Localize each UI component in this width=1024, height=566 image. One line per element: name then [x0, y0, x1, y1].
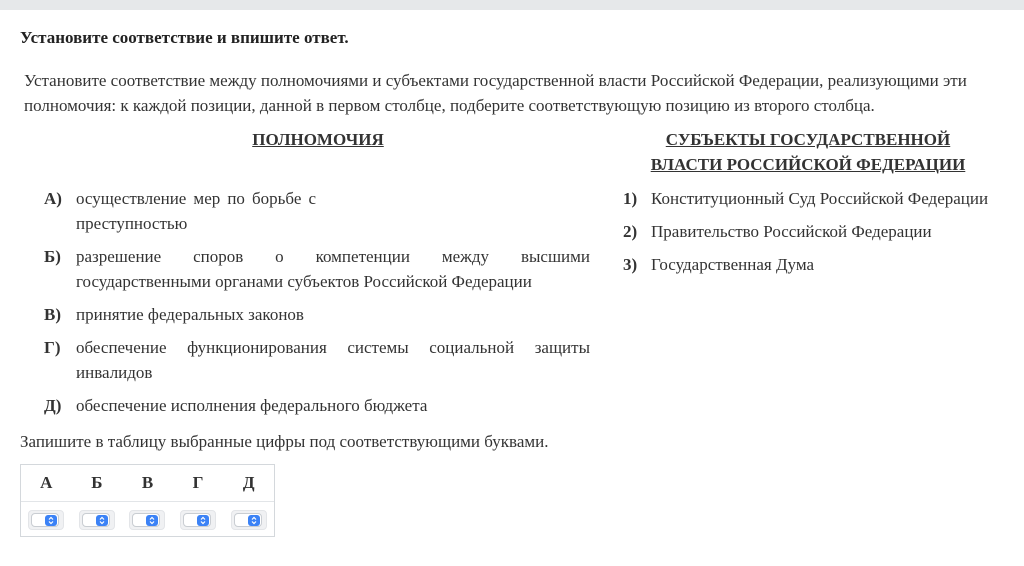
select-stepper-icon [45, 515, 57, 526]
select-value [183, 513, 211, 527]
answer-header-d: Д [223, 465, 274, 502]
item-text: разрешение споров о компетенции между высшими государственными органами субъектов Российской Федерации [76, 247, 590, 291]
answer-header-g: Г [173, 465, 224, 502]
select-value [31, 513, 59, 527]
answer-cell-a [21, 502, 72, 538]
answer-select-b[interactable] [79, 510, 115, 530]
item-text: осуществление мер по борьбе с преступностью [76, 189, 316, 233]
power-item-b [44, 244, 590, 294]
top-bar [0, 0, 1024, 10]
select-stepper-icon [96, 515, 108, 526]
answer-select-v[interactable] [129, 510, 165, 530]
item-text: Государственная Дума [651, 255, 815, 274]
select-value [234, 513, 262, 527]
select-stepper-icon [146, 515, 158, 526]
subjects-list [623, 186, 989, 285]
answer-instruction: Запишите в таблицу выбранные цифры под соответствующими буквами. [20, 432, 549, 451]
subject-item-2 [623, 219, 989, 244]
powers-list [44, 186, 590, 426]
right-column-heading-line2: ВЛАСТИ РОССИЙСКОЙ ФЕДЕРАЦИИ [650, 155, 966, 174]
item-letter: Г) [44, 338, 61, 357]
select-value [132, 513, 160, 527]
item-text: принятие федеральных законов [76, 305, 304, 324]
task-description: Установите соответствие между полномочиями и субъектами государственной власти Российской Федерации, реализующими эти полномочия: к каждой позиции, данной в первом столбце, подберите соответствующую позицию из второго столбца. [24, 71, 967, 115]
item-letter: Д) [44, 396, 62, 415]
left-column-heading: ПОЛНОМОЧИЯ [252, 130, 384, 149]
answer-cell-v [122, 502, 173, 538]
select-stepper-icon [197, 515, 209, 526]
right-column-heading-line1: СУБЪЕКТЫ ГОСУДАРСТВЕННОЙ [665, 130, 951, 149]
item-letter: В) [44, 305, 61, 324]
answer-select-g[interactable] [180, 510, 216, 530]
item-letter: Б) [44, 247, 61, 266]
answer-header-b: Б [72, 465, 123, 502]
right-column-heading [618, 127, 998, 177]
answer-cell-b [72, 502, 123, 538]
answer-cell-d [223, 502, 274, 538]
item-text: обеспечение исполнения федерального бюджета [76, 396, 428, 415]
answer-select-d[interactable] [231, 510, 267, 530]
power-item-d [44, 393, 590, 418]
subject-item-1 [623, 186, 989, 211]
task-header: Установите соответствие и впишите ответ. [20, 28, 349, 47]
answer-header-v: В [122, 465, 173, 502]
power-item-a [44, 186, 590, 236]
select-value [82, 513, 110, 527]
power-item-v [44, 302, 590, 327]
answer-table [20, 464, 275, 537]
select-stepper-icon [248, 515, 260, 526]
item-text: Конституционный Суд Российской Федерации [651, 189, 989, 208]
power-item-g [44, 335, 590, 385]
item-number: 3) [623, 255, 638, 274]
item-text: Правительство Российской Федерации [651, 222, 932, 241]
item-number: 2) [623, 222, 638, 241]
answer-cell-g [173, 502, 224, 538]
item-text: обеспечение функционирования системы социальной защиты инвалидов [76, 338, 590, 382]
answer-select-a[interactable] [28, 510, 64, 530]
answer-header-a: А [21, 465, 72, 502]
item-letter: А) [44, 189, 62, 208]
item-number: 1) [623, 189, 638, 208]
subject-item-3 [623, 252, 989, 277]
